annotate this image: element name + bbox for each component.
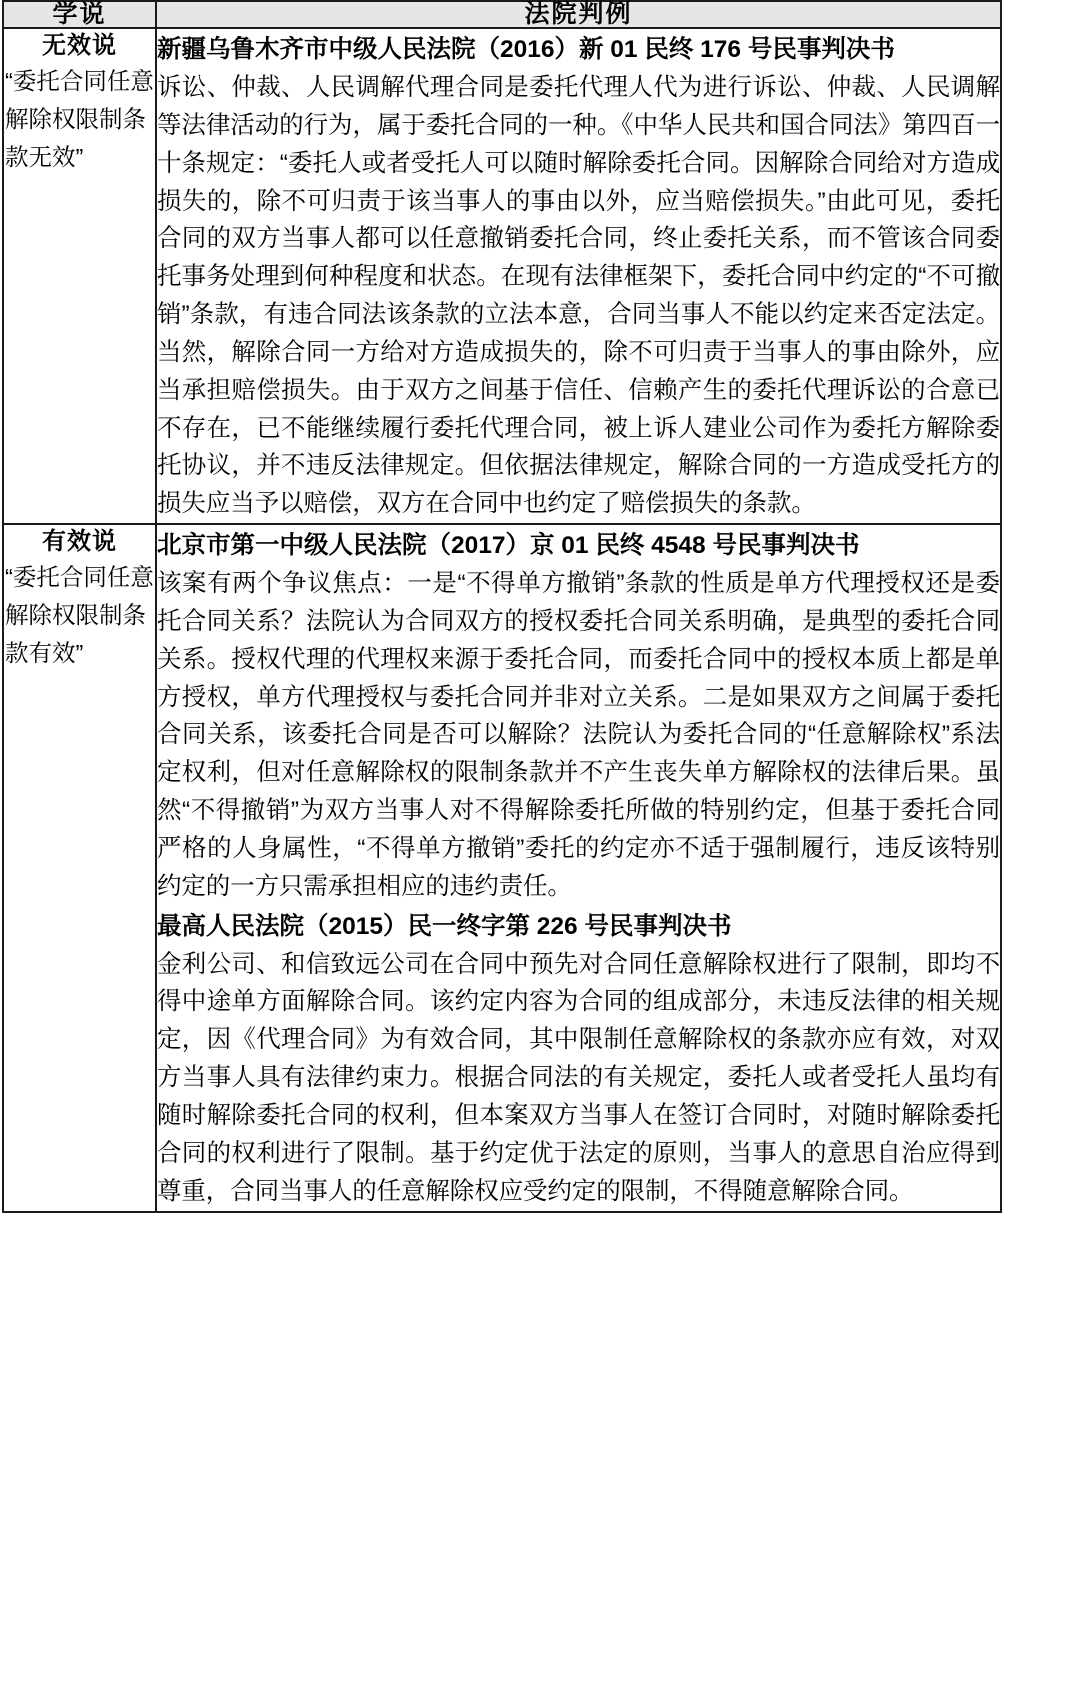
column-header-cases: 法院判例 (156, 1, 1001, 28)
doctrine-cell-valid (3, 524, 156, 1211)
table-row (3, 28, 1001, 524)
case-heading: 北京市第一中级人民法院（2017）京 01 民终 4548 号民事判决书 (157, 532, 860, 560)
table-header (3, 1, 1001, 28)
cases-cell-invalid (156, 28, 1001, 524)
column-header-doctrine: 学说 (3, 1, 156, 28)
table-row (3, 524, 1001, 1211)
legal-doctrine-case-table (2, 0, 1002, 1213)
case-heading: 最高人民法院（2015）民一终字第 226 号民事判决书 (157, 912, 732, 940)
table-body (3, 28, 1001, 1212)
case-entry (157, 527, 1000, 906)
doctrine-title: 有效说 (42, 528, 117, 556)
case-heading: 新疆乌鲁木齐市中级人民法院（2016）新 01 民终 176 号民事判决书 (157, 36, 895, 63)
case-body: 诉讼、仲裁、人民调解代理合同是委托代理人代为进行诉讼、仲裁、人民调解等法律活动的行为，属于委托合同的一种。《中华人民共和国合同法》第四百一十条规定：“委托人或者受托人可以随时解除委托合同。因解除合同给对方造成损失的，除不可归责于该当事人的事由以外，应当赔偿损失。”由此可见，委托合同的双方当事人都可以任意撤销委托合同，终止委托关系，而不管该合同委托事务处理到何种程度和状态。在现有法律框架下，委托合同中约定的“不可撤销”条款，有违合同法该条款的立法本意，合同当事人不能以约定来否定法定。当然，解除合同一方给对方造成损失的，除不可归责于当事人的事由除外，应当承担赔偿损失。由于双方之间基于信任、信赖产生的委托代理诉讼的合意已不存在，已不能继续履行委托代理合同，被上诉人建业公司作为委托方解除委托协议，并不违反法律规定。但依据法律规定，解除合同的一方造成受托方的损失应当予以赔偿，双方在合同中也约定了赔偿损失的条款。 (157, 73, 1000, 518)
cases-cell-valid (156, 524, 1001, 1211)
case-body: 金利公司、和信致远公司在合同中预先对合同任意解除权进行了限制，即均不得中途单方面解除合同。该约定内容为合同的组成部分，未违反法律的相关规定，因《代理合同》为有效合同，其中限制任意解除权的条款亦应有效，对双方当事人具有法律约束力。根据合同法的有关规定，委托人或者受托人虽均有随时解除委托合同的权利，但本案双方当事人在签订合同时，对随时解除委托合同的权利进行了限制。基于约定优于法定的原则，当事人的意思自治应得到尊重，合同当事人的任意解除权应受约定的限制，不得随意解除合同。 (157, 950, 1000, 1205)
doctrine-quote: “委托合同任意解除权限制条款有效” (5, 564, 154, 667)
case-body: 该案有两个争议焦点：一是“不得单方撤销”条款的性质是单方代理授权还是委托合同关系？法院认为合同双方的授权委托合同关系明确，是典型的委托合同关系。授权代理的代理权来源于委托合同，而委托合同中的授权本质上都是单方授权，单方代理授权与委托合同并非对立关系。二是如果双方之间属于委托合同关系，该委托合同是否可以解除？法院认为委托合同的“任意解除权”系法定权利，但对任意解除权的限制条款并不产生丧失单方解除权的法律后果。虽然“不得撤销”为双方当事人对不得解除委托所做的特别约定，但基于委托合同严格的人身属性，“不得单方撤销”委托的约定亦不适于强制履行，违反该特别约定的一方只需承担相应的违约责任。 (157, 570, 1000, 900)
case-entry (157, 908, 1000, 1211)
doctrine-title: 无效说 (42, 32, 117, 59)
doctrine-quote: “委托合同任意解除权限制条款无效” (5, 68, 154, 171)
doctrine-cell-invalid (3, 28, 156, 524)
table-header-row (3, 1, 1001, 28)
case-entry (157, 31, 1000, 523)
